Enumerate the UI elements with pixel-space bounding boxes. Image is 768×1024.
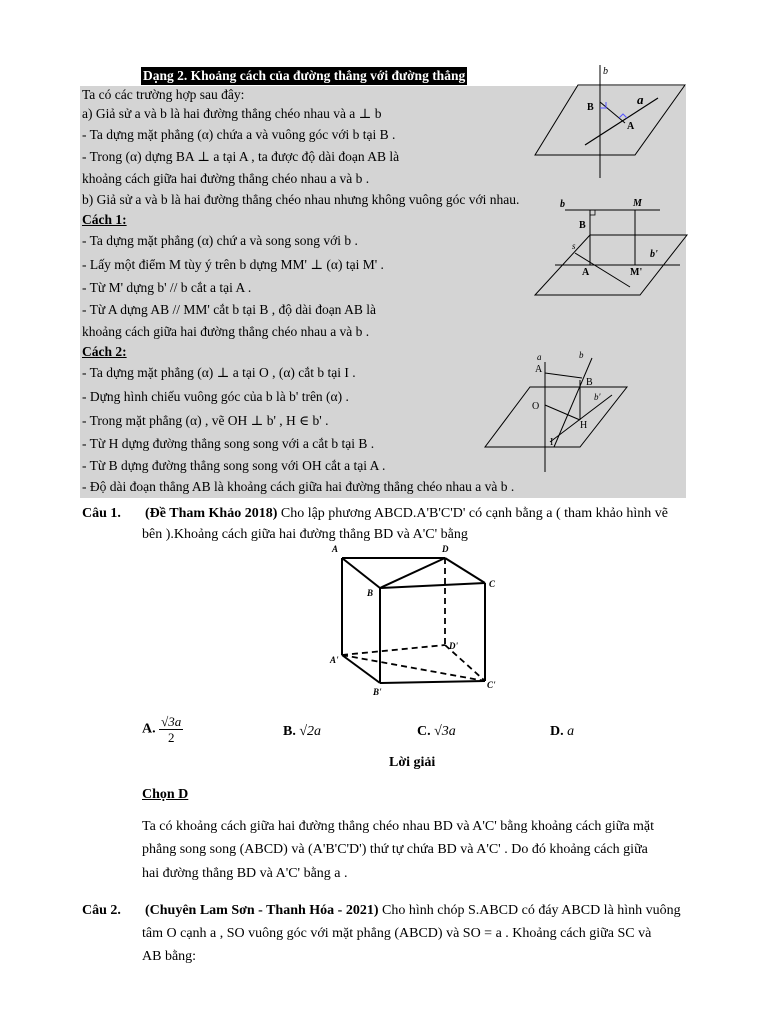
solution-line: phẳng song song (ABCD) và (A'B'C'D') thứ tự chứa BD và A'C' . Do đó khoảng cách giữa xyxy=(142,842,648,857)
q1-option-c[interactable] xyxy=(417,722,456,742)
cach1-heading: Cách 1: xyxy=(82,212,127,227)
intro-line: - Ta dựng mặt phẳng (α) chứa a và vuông góc với b tại B . xyxy=(82,127,396,142)
fig1-label: A xyxy=(627,121,635,132)
solution-heading: Lời giải xyxy=(389,755,436,770)
q1-option-d[interactable] xyxy=(550,722,574,742)
q1-text-2: bên ).Khoảng cách giữa hai đường thẳng BD và A'C' bằng xyxy=(142,527,468,542)
cach1-line: - Lấy một điểm M tùy ý trên b dựng MM' ⊥ (α) tại M' . xyxy=(82,257,384,272)
cach2-line: - Ta dựng mặt phẳng (α) ⊥ a tại O , (α) cắt b tại I . xyxy=(82,365,356,380)
solution-line: Ta có khoảng cách giữa hai đường thẳng chéo nhau BD và A'C' bằng khoảng cách giữa mặt xyxy=(142,819,655,834)
fig1-label: a xyxy=(637,92,644,107)
fig3-label: b xyxy=(579,350,584,360)
option-value: √3a xyxy=(434,724,456,739)
fig3-label: O xyxy=(532,401,540,412)
fig2-label: B xyxy=(579,220,586,231)
solution-line: hai đường thẳng BD và A'C' bằng a . xyxy=(142,866,348,881)
cube-label: C' xyxy=(487,680,496,690)
cube-label: A xyxy=(332,544,339,554)
section-title: Dạng 2. Khoảng cách của đường thẳng với đường thẳng xyxy=(143,68,466,83)
fig2-label: M' xyxy=(630,267,643,278)
q2-source: (Chuyên Lam Sơn - Thanh Hóa - 2021) xyxy=(145,903,379,918)
figure-method-1 xyxy=(530,195,690,305)
q1-source: (Đề Tham Khảo 2018) xyxy=(145,506,278,521)
cube-label: B xyxy=(367,588,374,598)
intro-line: Ta có các trường hợp sau đây: xyxy=(82,87,245,102)
cach2-line: - Trong mặt phẳng (α) , vẽ OH ⊥ b' , H ∈ b' . xyxy=(82,413,329,428)
q2-text-3: AB bằng: xyxy=(142,949,197,964)
cube-label: D' xyxy=(449,641,458,651)
fig1-label: b xyxy=(603,66,608,77)
fig2-label: b' xyxy=(650,249,658,260)
option-value: √2a xyxy=(299,724,322,739)
option-value: a xyxy=(567,724,575,739)
q2-text-1 xyxy=(145,901,681,921)
fig2-label: A xyxy=(582,267,590,278)
cach2-line: - Từ B dựng đường thẳng song song với OH cắt a tại A . xyxy=(82,458,386,473)
fraction xyxy=(159,714,183,745)
fig2-label: M xyxy=(633,198,642,209)
option-label: D. xyxy=(550,724,564,739)
fig3-label: b' xyxy=(594,392,601,402)
cube-label: C xyxy=(489,579,496,589)
cach2-line: - Từ H dựng đường thẳng song song với a cắt b tại B . xyxy=(82,436,375,451)
cube-figure xyxy=(325,543,500,698)
intro-line: a) Giả sử a và b là hai đường thẳng chéo nhau và a ⊥ b xyxy=(82,106,382,121)
cach1-line: khoảng cách giữa hai đường thẳng chéo nhau a và b . xyxy=(82,324,370,339)
q1-option-a[interactable] xyxy=(142,714,183,745)
q2-number: Câu 2. xyxy=(82,903,121,918)
fig3-label: H xyxy=(580,420,588,431)
fraction-numerator: √3a xyxy=(161,714,182,729)
cube-label: D xyxy=(442,544,449,554)
answer-choice: Chọn D xyxy=(142,787,189,802)
option-label: B. xyxy=(283,724,296,739)
q1-text-1 xyxy=(145,504,668,524)
figure-perpendicular-lines xyxy=(530,60,690,180)
cach2-heading: Cách 2: xyxy=(82,344,127,359)
fig3-label: a xyxy=(537,352,542,362)
q1-text: Cho lập phương ABCD.A'B'C'D' có cạnh bằng a ( tham khảo hình vẽ xyxy=(277,506,668,521)
q1-number: Câu 1. xyxy=(82,506,121,521)
fig2-label: b xyxy=(560,199,565,210)
fig3-label: I xyxy=(550,437,554,448)
fraction-denominator: 2 xyxy=(167,730,175,745)
option-label: A. xyxy=(142,721,156,737)
fig2-label: s xyxy=(572,241,576,251)
cube-label: A' xyxy=(330,655,339,665)
cach1-line: - Từ M' dựng b' // b cắt a tại A . xyxy=(82,280,252,295)
cach1-line: - Ta dựng mặt phẳng (α) chứ a và song song với b . xyxy=(82,233,358,248)
q2-text-2: tâm O cạnh a , SO vuông góc với mặt phẳng (ABCD) và SO = a . Khoảng cách giữa SC và xyxy=(142,926,652,941)
figure-method-2 xyxy=(482,350,647,475)
cach1-line: - Từ A dựng AB // MM' cắt b tại B , độ dài đoạn AB là xyxy=(82,302,376,317)
intro-line: - Trong (α) dựng BA ⊥ a tại A , ta được độ dài đoạn AB là xyxy=(82,149,400,164)
option-label: C. xyxy=(417,724,431,739)
cach2-line: - Độ dài đoạn thẳng AB là khoảng cách giữa hai đường thẳng chéo nhau a và b . xyxy=(82,479,515,494)
q1-option-b[interactable] xyxy=(283,722,321,742)
intro-line: b) Giả sử a và b là hai đường thẳng chéo nhau nhưng không vuông góc với nhau. xyxy=(82,192,520,207)
cube-label: B' xyxy=(373,687,382,697)
fig1-label: B xyxy=(587,102,594,113)
intro-line: khoảng cách giữa hai đường thẳng chéo nhau a và b . xyxy=(82,171,370,186)
fig3-label: A xyxy=(535,364,543,375)
cach2-line: - Dựng hình chiếu vuông góc của b là b' trên (α) . xyxy=(82,389,349,404)
q2-text: Cho hình chóp S.ABCD có đáy ABCD là hình vuông xyxy=(378,903,681,918)
fig3-label: B xyxy=(586,377,593,388)
